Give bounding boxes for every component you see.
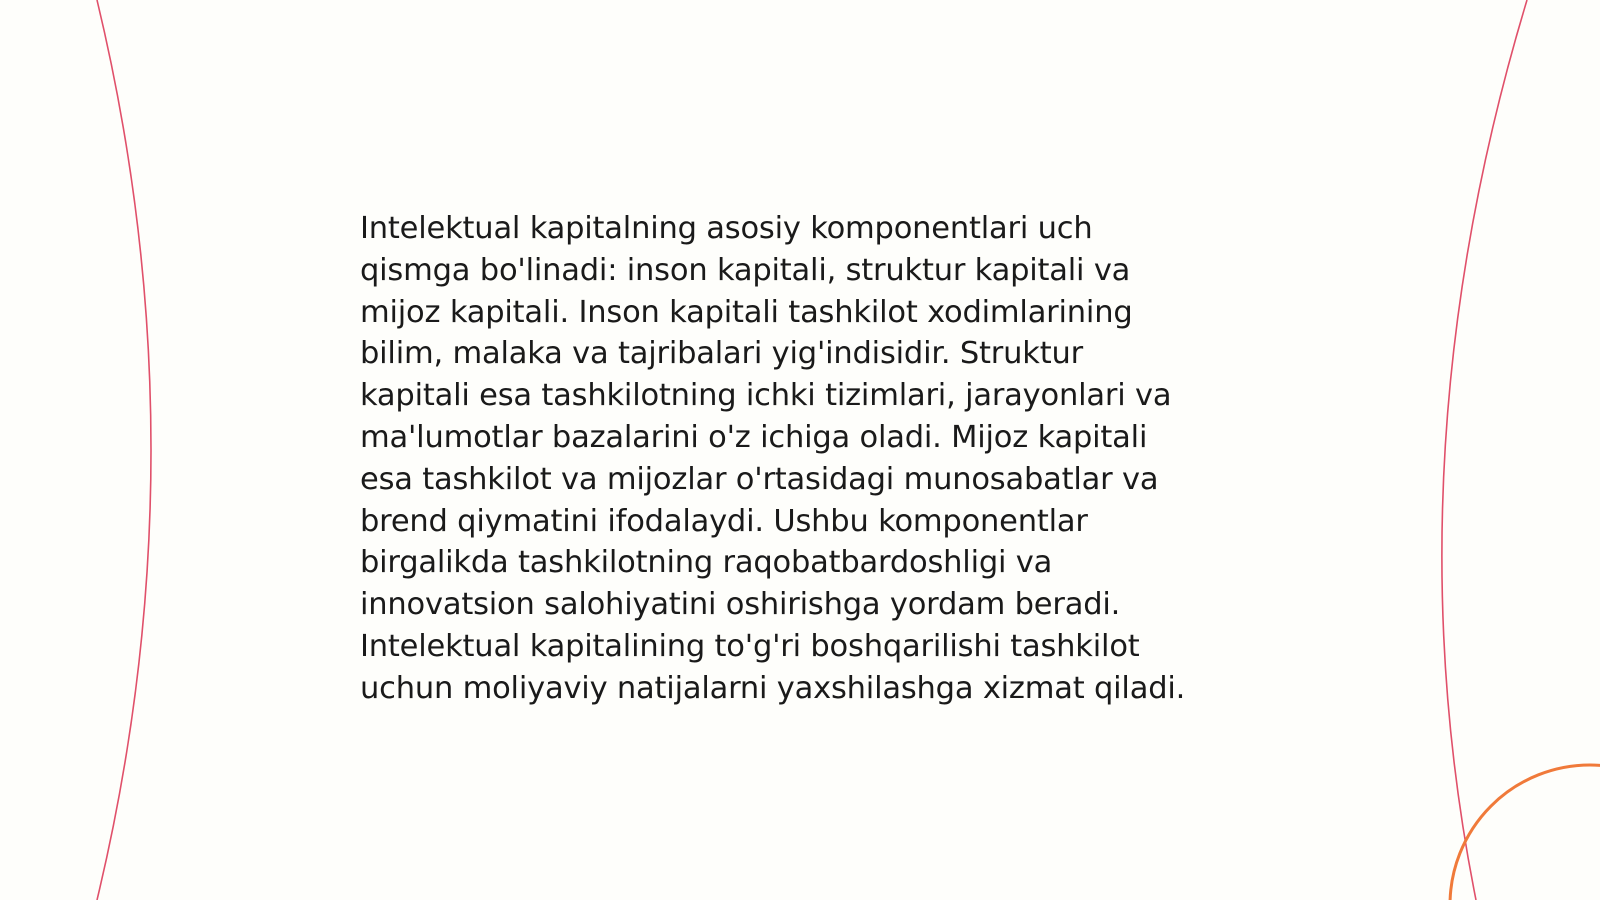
left-arc-line <box>97 0 151 900</box>
right-arc-line <box>1442 0 1527 900</box>
body-paragraph: Intelektual kapitalning asosiy komponentlari uch qismga bo'linadi: inson kapitali, struktur kapitali va mijoz kapitali. Inson kapitali tashkilot xodimlarining bilim, malaka va tajribalari yig'indisidir. Struktur kapitali esa tashkilotning ichki tizimlari, jarayonlari va ma'lumotlar bazalarini o'z ichiga oladi. Mijoz kapitali esa tashkilot va mijozlar o'rtasidagi munosabatlar va brend qiymatini ifodalaydi. Ushbu komponentlar birgalikda tashkilotning raqobatbardoshligi va innovatsion salohiyatini oshirishga yordam beradi. Intelektual kapitalining to'g'ri boshqarilishi tashkilot uchun moliyaviy natijalarni yaxshilashga xizmat qiladi. <box>360 211 1186 706</box>
